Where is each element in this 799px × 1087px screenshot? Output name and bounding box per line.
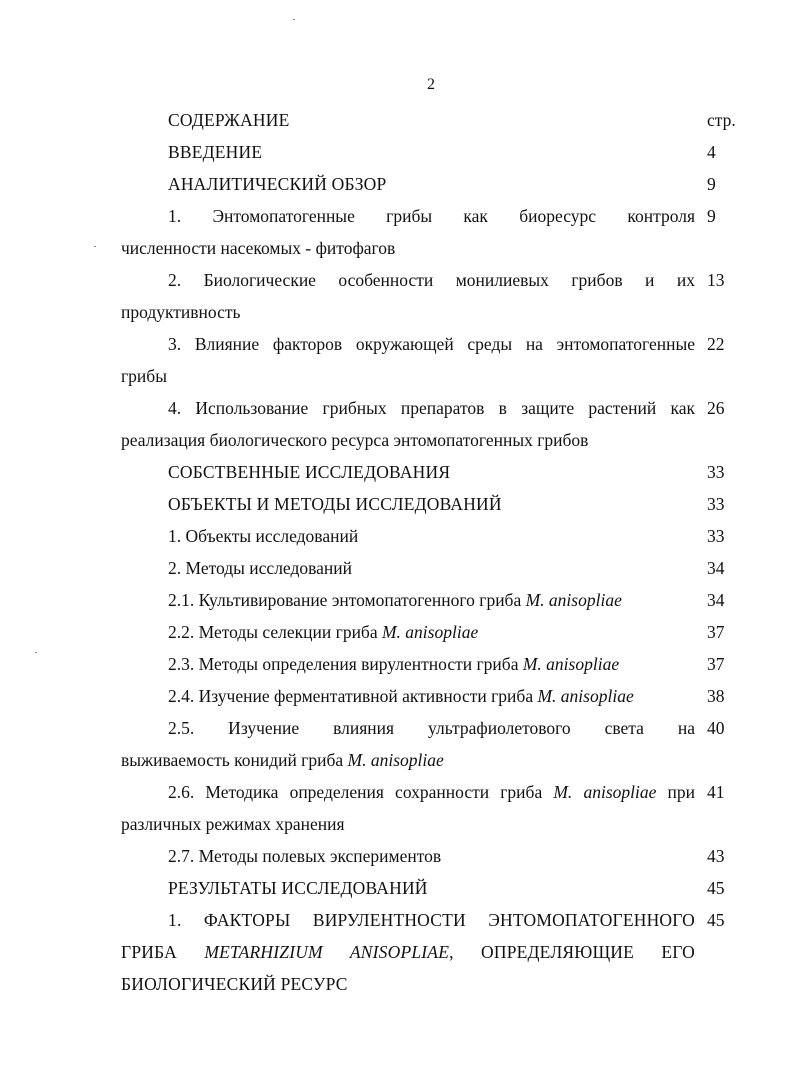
- entry-label-tail: , ОПРЕДЕЛЯЮЩИЕ ЕГО: [449, 942, 695, 962]
- toc-entry-page: 37: [707, 622, 725, 642]
- toc-entry-method-2-4[interactable]: [0, 680, 799, 712]
- toc-entry-review-1[interactable]: [0, 200, 799, 264]
- toc-entry-line: грибы: [121, 366, 167, 386]
- species-name: M. anisopliae: [347, 750, 444, 770]
- toc-entry-page: 9: [707, 206, 716, 226]
- toc-entry-line: [121, 936, 695, 968]
- toc-entry-line: численности насекомых - фитофагов: [121, 238, 396, 258]
- toc-entry-page: 37: [707, 654, 725, 674]
- toc-entry-page: 33: [707, 494, 725, 514]
- species-name: M. anisopliae: [553, 782, 657, 802]
- toc-entry-text: [168, 616, 695, 648]
- toc-entry-page: 34: [707, 590, 725, 610]
- toc-entry-method-2-6[interactable]: [0, 776, 799, 840]
- toc-title-row: [0, 104, 799, 136]
- species-name-caps: METARHIZIUM ANISOPLIAE: [204, 942, 450, 962]
- species-name: M. anisopliae: [522, 654, 620, 674]
- species-name: M. anisopliae: [537, 686, 634, 706]
- toc-entry-line: 2.5. Изучение влияния ультрафиолетового света на: [168, 718, 695, 738]
- toc-entry-results[interactable]: [0, 872, 799, 904]
- toc-entry-method-2-5[interactable]: [0, 712, 799, 776]
- toc-entry-line: БИОЛОГИЧЕСКИЙ РЕСУРС: [121, 974, 348, 994]
- toc-entry-line: 3. Влияние факторов окружающей среды на энтомопатогенные: [168, 334, 695, 354]
- toc-entry-methods[interactable]: [0, 552, 799, 584]
- toc-entry-objects-methods[interactable]: [0, 488, 799, 520]
- toc-entry-factors[interactable]: [0, 904, 799, 1000]
- pages-label: стр.: [707, 110, 736, 130]
- toc-entry-text: ВВЕДЕНИЕ: [168, 142, 263, 162]
- toc-entry-page: 38: [707, 686, 725, 706]
- toc-entry-line: 4. Использование грибных препаратов в защите растений как: [168, 398, 695, 418]
- toc-entry-text: РЕЗУЛЬТАТЫ ИССЛЕДОВАНИЙ: [168, 878, 428, 898]
- toc-entry-page: 43: [707, 846, 725, 866]
- toc-entry-review[interactable]: [0, 168, 799, 200]
- toc-entry-method-2-7[interactable]: [0, 840, 799, 872]
- toc-entry-text: ОБЪЕКТЫ И МЕТОДЫ ИССЛЕДОВАНИЙ: [168, 494, 502, 514]
- toc-entry-line: реализация биологического ресурса энтомопатогенных грибов: [121, 430, 589, 450]
- toc-entry-page: 13: [707, 270, 725, 290]
- entry-label: 2.3. Методы определения вирулентности гриба: [168, 654, 519, 674]
- toc-entry-line: [168, 776, 695, 808]
- toc-title: СОДЕРЖАНИЕ: [168, 110, 290, 130]
- page-number: 2: [427, 76, 435, 93]
- toc-entry-method-2-2[interactable]: [0, 616, 799, 648]
- entry-label: 2.2. Методы селекции гриба: [168, 622, 378, 642]
- toc-entry-line: 1. Энтомопатогенные грибы как биоресурс контроля: [168, 206, 695, 226]
- toc-entry-text: [168, 584, 695, 616]
- toc-entry-line: 2. Биологические особенности монилиевых грибов и их: [168, 270, 695, 290]
- toc-entry-page: 9: [707, 174, 716, 194]
- entry-label: 2.6. Методика определения сохранности гриба: [168, 782, 543, 802]
- table-of-contents: [0, 104, 799, 1000]
- toc-entry-page: 45: [707, 910, 725, 930]
- toc-entry-text: [168, 680, 695, 712]
- entry-label: 2.4. Изучение ферментативной активности гриба: [168, 686, 534, 706]
- entry-label: 2.1. Культивирование энтомопатогенного гриба: [168, 590, 522, 610]
- toc-entry-own-research[interactable]: [0, 456, 799, 488]
- toc-entry-line: 1. ФАКТОРЫ ВИРУЛЕНТНОСТИ ЭНТОМОПАТОГЕННОГО: [168, 910, 695, 930]
- species-name: M. anisopliae: [381, 622, 479, 642]
- entry-label: выживаемость конидий гриба: [121, 750, 344, 770]
- toc-entry-line: различных режимах хранения: [121, 814, 345, 834]
- toc-entry-line: [121, 744, 695, 776]
- toc-entry-method-2-1[interactable]: [0, 584, 799, 616]
- toc-entry-text: АНАЛИТИЧЕСКИЙ ОБЗОР: [168, 174, 387, 194]
- species-name: M. anisopliae: [525, 590, 622, 610]
- toc-entry-text: [168, 648, 695, 680]
- toc-entry-text: СОБСТВЕННЫЕ ИССЛЕДОВАНИЯ: [168, 462, 451, 482]
- toc-entry-method-2-3[interactable]: [0, 648, 799, 680]
- toc-entry-page: 26: [707, 398, 725, 418]
- toc-entry-text: 2.7. Методы полевых экспериментов: [168, 846, 442, 866]
- toc-entry-line: продуктивность: [121, 302, 241, 322]
- toc-entry-review-2[interactable]: [0, 264, 799, 328]
- entry-label-tail: при: [667, 782, 695, 802]
- toc-entry-objects[interactable]: [0, 520, 799, 552]
- toc-entry-review-4[interactable]: [0, 392, 799, 456]
- toc-entry-page: 40: [707, 718, 725, 738]
- scan-speck-top: [293, 19, 295, 20]
- toc-entry-page: 34: [707, 558, 725, 578]
- toc-entry-review-3[interactable]: [0, 328, 799, 392]
- toc-entry-page: 41: [707, 782, 725, 802]
- toc-entry-page: 33: [707, 526, 725, 546]
- toc-entry-page: 33: [707, 462, 725, 482]
- toc-entry-text: 2. Методы исследований: [168, 558, 353, 578]
- toc-entry-page: 22: [707, 334, 725, 354]
- toc-entry-page: 45: [707, 878, 725, 898]
- toc-entry-text: 1. Объекты исследований: [168, 526, 359, 546]
- toc-entry-intro[interactable]: [0, 136, 799, 168]
- toc-entry-page: 4: [707, 142, 716, 162]
- entry-label: ГРИБА: [121, 942, 177, 962]
